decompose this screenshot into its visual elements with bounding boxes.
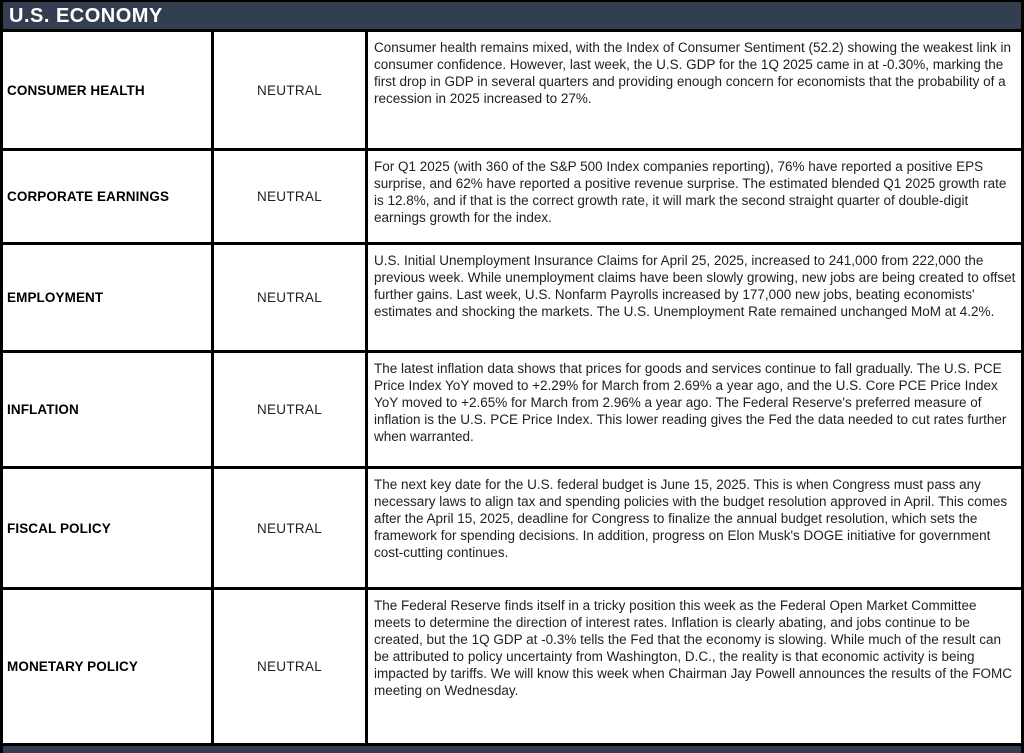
rating-value: NEUTRAL (256, 659, 323, 674)
section-header (3, 2, 1021, 29)
commentary-cell-consumer-health: Consumer health remains mixed, with the Index of Consumer Sentiment (52.2) showing the weakest link in consumer confidence. However, last week, the U.S. GDP for the 1Q 2025 came in at -0.30%, marking the first drop in GDP in several quarters and providing enough concern for economists that the probability of a recession in 2025 increased to 27%. (368, 32, 1021, 148)
rating-cell-consumer-health (214, 32, 365, 148)
commentary-cell-monetary-policy: The Federal Reserve finds itself in a tricky position this week as the Federal Open Market Committee meets to determine the direction of interest rates. Inflation is clearly abating, and jobs continue to be created, but the 1Q GDP at -0.3% tells the Fed that the economy is slowing. While much of the result can be attributed to policy uncertainty from Washington, D.C., the reality is that economic activity is being impacted by tariffs. We will know this week when Chairman Jay Powell announces the results of the FOMC meeting on Wednesday. (368, 590, 1021, 743)
rating-value: NEUTRAL (256, 189, 323, 204)
category-cell-employment (3, 245, 211, 350)
rating-value: NEUTRAL (256, 290, 323, 305)
commentary-cell-fiscal-policy: The next key date for the U.S. federal budget is June 15, 2025. This is when Congress must pass any necessary laws to align tax and spending policies with the budget resolution approved in April. This comes after the April 15, 2025, deadline for Congress to finalize the annual budget resolution, which sets the framework for spending decisions. In addition, progress on Elon Musk's DOGE initiative for government cost-cutting continues. (368, 469, 1021, 587)
category-label: EMPLOYMENT (7, 290, 104, 305)
category-label: FISCAL POLICY (7, 520, 111, 536)
category-cell-monetary-policy (3, 590, 211, 743)
rating-cell-monetary-policy (214, 590, 365, 743)
category-cell-consumer-health (3, 32, 211, 148)
category-label: INFLATION (7, 402, 79, 417)
category-cell-inflation (3, 353, 211, 466)
commentary-cell-employment: U.S. Initial Unemployment Insurance Claims for April 25, 2025, increased to 241,000 from 222,000 the previous week. While unemployment claims have been slowly growing, new jobs are being created to offset further gains. Last week, U.S. Nonfarm Payrolls increased by 177,000 new jobs, beating economists' estimates and shocking the markets. The U.S. Unemployment Rate remained unchanged MoM at 4.2%. (368, 245, 1021, 350)
commentary-cell-inflation: The latest inflation data shows that prices for goods and services continue to fall gradually. The U.S. PCE Price Index YoY moved to +2.29% for March from 2.69% a year ago, and the U.S. Core PCE Price Index YoY moved to +2.65% for March from 2.96% a year ago. The Federal Reserve's preferred measure of inflation is the U.S. PCE Price Index. This lower reading gives the Fed the data needed to cut rates further when warranted. (368, 353, 1021, 466)
rating-value: NEUTRAL (256, 82, 323, 98)
rating-cell-corporate-earnings (214, 151, 365, 242)
rating-cell-inflation (214, 353, 365, 466)
rating-value: NEUTRAL (256, 520, 323, 536)
category-cell-corporate-earnings (3, 151, 211, 242)
category-label: CORPORATE EARNINGS (7, 189, 170, 204)
rating-cell-employment (214, 245, 365, 350)
category-cell-fiscal-policy (3, 469, 211, 587)
commentary-cell-corporate-earnings: For Q1 2025 (with 360 of the S&P 500 Index companies reporting), 76% have reported a positive EPS surprise, and 62% have reported a positive revenue surprise. The estimated blended Q1 2025 growth rate is 12.8%, and if that is the correct growth rate, it will mark the second straight quarter of double-digit earnings growth for the index. (368, 151, 1021, 242)
rating-cell-fiscal-policy (214, 469, 365, 587)
category-label: MONETARY POLICY (7, 659, 139, 674)
rating-value: NEUTRAL (256, 402, 323, 417)
section-title: U.S. ECONOMY (9, 4, 163, 27)
category-label: CONSUMER HEALTH (7, 82, 145, 98)
bottom-accent-bar (3, 746, 1021, 753)
economy-table (3, 32, 1021, 743)
